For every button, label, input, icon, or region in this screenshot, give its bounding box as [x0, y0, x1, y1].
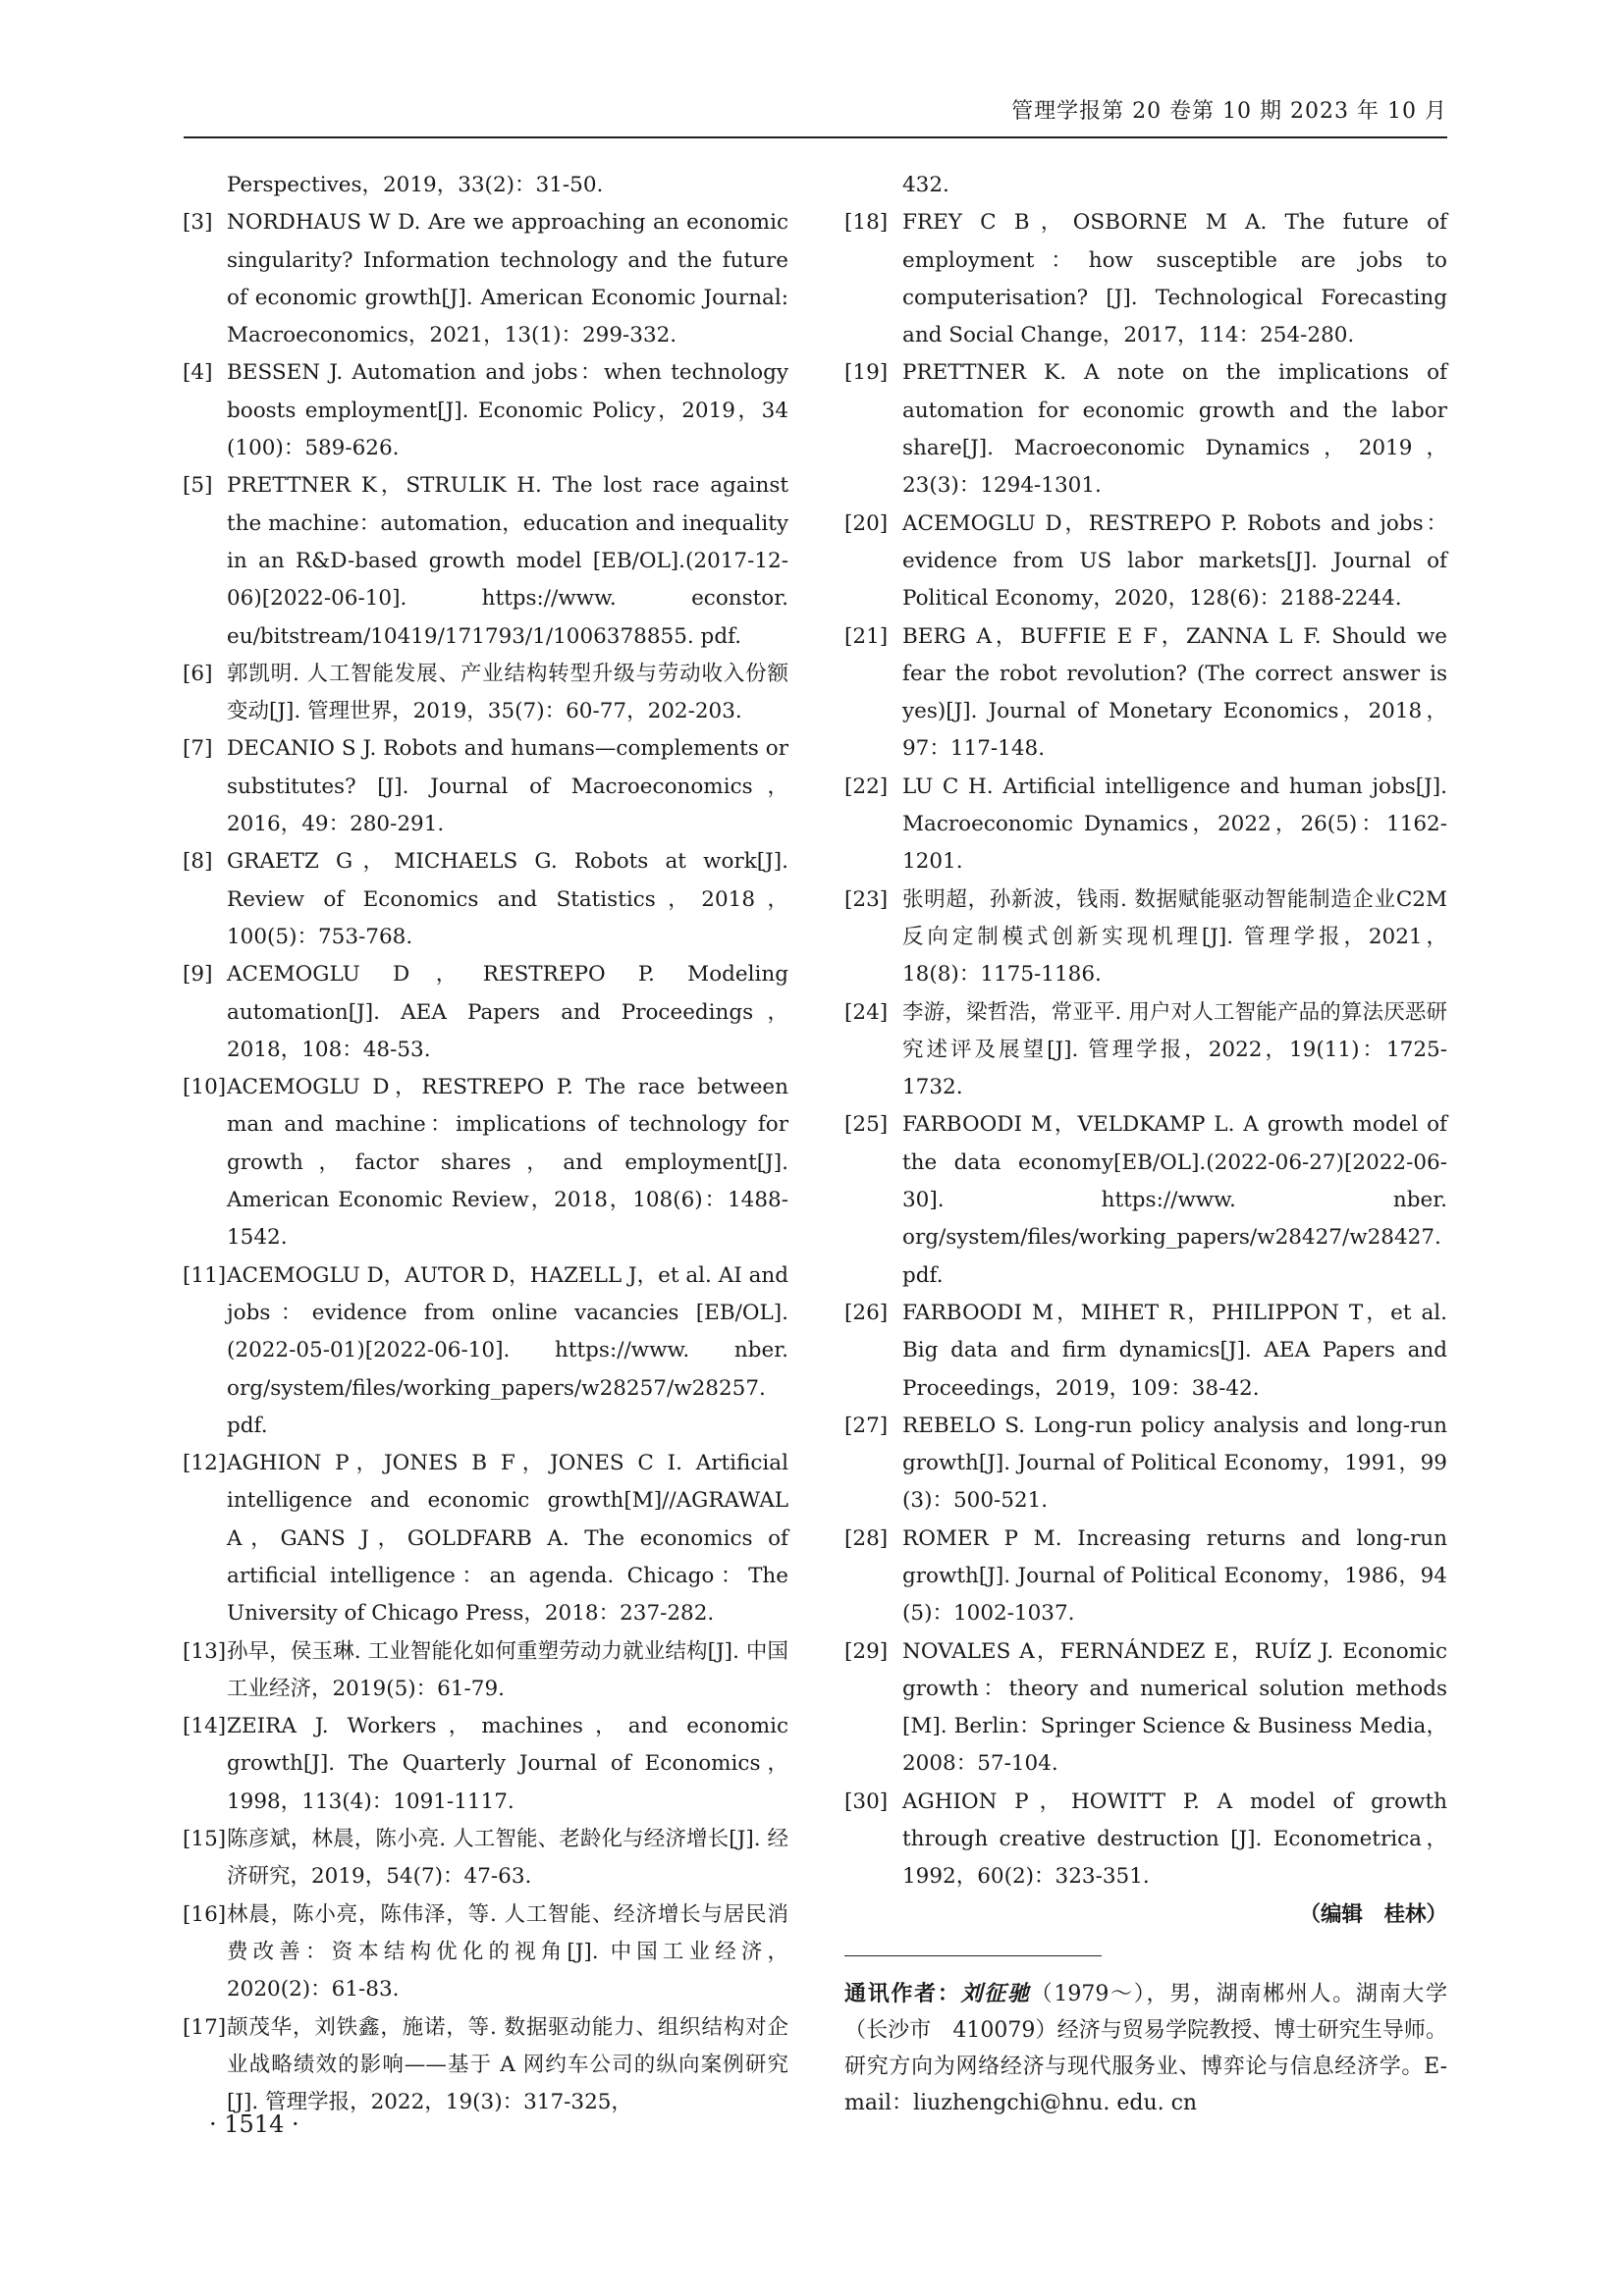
reference-text: ROMER P M. Increasing returns and long-run growth[J]. Journal of Political Economy，1986，94 (5)：1002-1037.: [902, 1525, 1447, 1627]
corresponding-author-note: [844, 1976, 1447, 2121]
corresponding-author-label: 通讯作者：: [844, 1980, 961, 2006]
reference-number: [8]: [183, 849, 213, 875]
reference-number: [5]: [183, 473, 213, 499]
reference-number: [9]: [183, 962, 213, 988]
reference-number: [17]: [183, 2014, 227, 2040]
reference-entry: [844, 1106, 1447, 1294]
reference-text: 林晨，陈小亮，陈伟泽，等. 人工智能、经济增长与居民消费改善：资本结构优化的视角[J]. 中国工业经济，2020(2)：61-83.: [227, 1901, 788, 2002]
reference-text: ACEMOGLU D，RESTREPO P. The race between man and machine：implications of technology for growth，factor shares，and employment[J]. American Economic Review，2018，108(6)：1488-1542.: [227, 1075, 788, 1251]
page-number: · 1514 ·: [209, 2110, 299, 2138]
reference-continuation: Perspectives，2019，33(2)：31-50.: [227, 173, 604, 197]
reference-entry: [844, 881, 1447, 994]
reference-number: [30]: [844, 1789, 889, 1814]
reference-entry: [183, 1896, 788, 2009]
right-column: [844, 167, 1447, 2121]
reference-number: [25]: [844, 1112, 889, 1138]
reference-text: 张明超，孙新波，钱雨. 数据赋能驱动智能制造企业C2M反向定制模式创新实现机理[J]. 管理学报，2021，18(8)：1175-1186.: [902, 886, 1447, 988]
reference-entry: [844, 204, 1447, 354]
reference-text: ACEMOGLU D，RESTREPO P. Modeling automation[J]. AEA Papers and Proceedings，2018，108：48-53.: [227, 962, 788, 1062]
reference-number: [22]: [844, 774, 889, 799]
reference-text: FREY C B，OSBORNE M A. The future of employment：how susceptible are jobs to computerisation? [J]. Technological Forecasting and Social Change，2017，114：254-280.: [902, 210, 1447, 348]
reference-entry: [183, 2009, 788, 2122]
reference-text: REBELO S. Long-run policy analysis and long-run growth[J]. Journal of Political Economy，1991，99 (3)：500-521.: [902, 1413, 1447, 1514]
reference-entry: [183, 843, 788, 956]
reference-number: [28]: [844, 1525, 889, 1551]
reference-entry: [844, 994, 1447, 1107]
corresponding-author-name: 刘征驰: [960, 1980, 1031, 2006]
reference-text: PRETTNER K，STRULIK H. The lost race against the machine：automation，education and inequality in an R&D-based growth model [EB/OL].(2017-12-06)[2022-06-10]. https://www. econstor. eu/bitstream/10419/171793/1/1006378855. pdf.: [227, 473, 788, 649]
reference-entry: [183, 1708, 788, 1821]
reference-text: FARBOODI M，MIHET R，PHILIPPON T，et al. Big data and firm dynamics[J]. AEA Papers and Proceedings，2019，109：38-42.: [902, 1300, 1447, 1401]
reference-entry: [844, 1784, 1447, 1896]
reference-text: 李游，梁哲浩，常亚平. 用户对人工智能产品的算法厌恶研究述评及展望[J]. 管理学报，2022，19(11)：1725-1732.: [902, 999, 1447, 1100]
reference-entry: [183, 354, 788, 467]
reference-entry: [844, 1408, 1447, 1521]
reference-entry: [844, 1295, 1447, 1408]
reference-text: 孙早，侯玉琳. 工业智能化如何重塑劳动力就业结构[J]. 中国工业经济，2019(5)：61-79.: [227, 1638, 788, 1701]
reference-entry: [183, 956, 788, 1069]
reference-text: 郭凯明. 人工智能发展、产业结构转型升级与劳动收入份额变动[J]. 管理世界，2019，35(7)：60-77，202-203.: [227, 661, 788, 724]
reference-entry: [183, 1633, 788, 1709]
reference-entry: [183, 1257, 788, 1445]
reference-text: DECANIO S J. Robots and humans—complements or substitutes? [J]. Journal of Macroeconomics，2016，49：280-291.: [227, 736, 788, 837]
reference-entry: [844, 354, 1447, 505]
reference-number: [6]: [183, 661, 213, 686]
reference-number: [19]: [844, 360, 889, 386]
reference-entry: [844, 618, 1447, 769]
reference-entry: [844, 1633, 1447, 1784]
reference-text: AGHION P，HOWITT P. A model of growth through creative destruction [J]. Econometrica，1992，60(2)：323-351.: [902, 1789, 1447, 1890]
reference-text: ACEMOGLU D，AUTOR D，HAZELL J，et al. AI and jobs：evidence from online vacancies [EB/OL].(2022-05-01)[2022-06-10]. https://www. nber. org/system/files/working_papers/w28257/w28257. pdf.: [227, 1262, 788, 1438]
reference-number: [29]: [844, 1638, 889, 1664]
reference-number: [23]: [844, 886, 889, 912]
reference-entry: [183, 467, 788, 655]
reference-text: 颉茂华，刘铁鑫，施诺，等. 数据驱动能力、组织结构对企业战略绩效的影响——基于 A 网约车公司的纵向案例研究[J]. 管理学报，2022，19(3)：317-325，: [227, 2014, 788, 2115]
reference-text: 陈彦斌，林晨，陈小亮. 人工智能、老龄化与经济增长[J]. 经济研究，2019，54(7)：47-63.: [227, 1827, 788, 1890]
reference-entry: [183, 656, 788, 731]
left-column: [183, 167, 788, 2121]
reference-number: [13]: [183, 1638, 227, 1664]
reference-text: BERG A，BUFFIE E F，ZANNA L F. Should we fear the robot revolution? (The correct answer is yes)[J]. Journal of Monetary Economics，2018，97：117-148.: [902, 623, 1447, 762]
reference-number: [14]: [183, 1714, 227, 1739]
corresponding-author-details: （1979～），男，湖南郴州人。湖南大学（长沙市 410079）经济与贸易学院教授、博士研究生导师。研究方向为网络经济与现代服务业、博弈论与信息经济学。E-mail：liuzhengchi@hnu. edu. cn: [844, 1981, 1447, 2115]
reference-number: [7]: [183, 736, 213, 762]
journal-header: 管理学报第 20 卷第 10 期 2023 年 10 月: [1011, 99, 1447, 124]
reference-entry: [183, 1069, 788, 1256]
reference-number: [24]: [844, 999, 889, 1025]
reference-number: [21]: [844, 623, 889, 649]
reference-number: [26]: [844, 1300, 889, 1325]
reference-number: [15]: [183, 1827, 227, 1852]
reference-number: [18]: [844, 210, 889, 236]
reference-text: PRETTNER K. A note on the implications of automation for economic growth and the labor share[J]. Macroeconomic Dynamics，2019，23(3)：1294-1301.: [902, 360, 1447, 499]
reference-entry: [844, 769, 1447, 881]
reference-entry: [844, 1521, 1447, 1633]
footnote-rule: [844, 1955, 1102, 1956]
reference-number: [16]: [183, 1901, 227, 1927]
left-reference-list: [183, 204, 788, 2121]
reference-text: GRAETZ G，MICHAELS G. Robots at work[J]. Review of Economics and Statistics，2018，100(5)：753-768.: [227, 849, 788, 949]
reference-number: [27]: [844, 1413, 889, 1438]
header-rule: [184, 136, 1447, 138]
reference-text: LU C H. Artificial intelligence and human jobs[J]. Macroeconomic Dynamics，2022，26(5)：1162-1201.: [902, 774, 1447, 875]
reference-text: NORDHAUS W D. Are we approaching an economic singularity? Information technology and the future of economic growth[J]. American Economic Journal: Macroeconomics，2021，13(1)：299-332.: [227, 210, 788, 348]
reference-number: [11]: [183, 1262, 227, 1288]
reference-entry: [183, 1821, 788, 1896]
reference-text: ACEMOGLU D，RESTREPO P. Robots and jobs：evidence from US labor markets[J]. Journal of Political Economy，2020，128(6)：2188-2244.: [902, 510, 1447, 612]
reference-entry: [183, 730, 788, 843]
reference-text: NOVALES A，FERNÁNDEZ E，RUÍZ J. Economic growth：theory and numerical solution methods [M]. Berlin：Springer Science & Business Media，2008：57-104.: [902, 1638, 1447, 1777]
reference-number: [4]: [183, 360, 213, 386]
reference-number: [3]: [183, 210, 213, 236]
reference-text: AGHION P，JONES B F，JONES C I. Artificial intelligence and economic growth[M]//AGRAWAL A，GANS J，GOLDFARB A. The economics of artificial intelligence：an agenda. Chicago：The University of Chicago Press，2018：237-282.: [227, 1451, 788, 1627]
reference-entry: [183, 204, 788, 354]
editor-note: （编辑 桂林）: [1299, 1901, 1447, 1927]
reference-text: FARBOODI M，VELDKAMP L. A growth model of the data economy[EB/OL].(2022-06-27)[2022-06-30]. https://www. nber. org/system/files/working_papers/w28427/w28427. pdf.: [902, 1112, 1447, 1288]
reference-number: [20]: [844, 510, 889, 536]
reference-number: [12]: [183, 1451, 227, 1476]
reference-number: [10]: [183, 1075, 227, 1100]
reference-text: BESSEN J. Automation and jobs：when technology boosts employment[J]. Economic Policy，2019，34 (100)：589-626.: [227, 360, 788, 461]
reference-continuation: 432.: [902, 173, 949, 197]
reference-entry: [844, 506, 1447, 618]
right-reference-list: [844, 204, 1447, 1896]
reference-text: ZEIRA J. Workers，machines，and economic growth[J]. The Quarterly Journal of Economics，1998，113(4)：1091-1117.: [227, 1714, 788, 1814]
reference-entry: [183, 1445, 788, 1632]
